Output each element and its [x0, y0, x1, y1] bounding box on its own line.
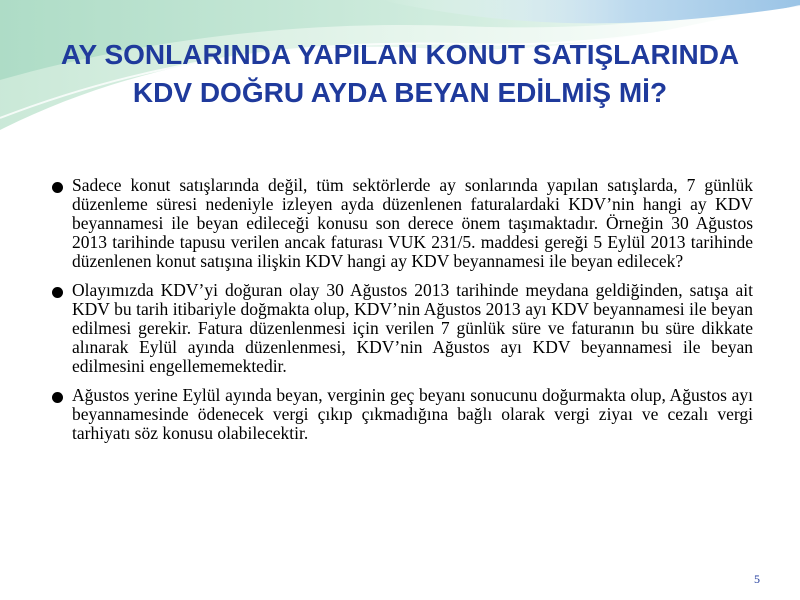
bullet-text: Olayımızda KDV’yi doğuran olay 30 Ağustos 2013 tarihinde meydana geldiğinden, satışa ait KDV bu tarih itibariyle doğmakta olup, KDV’nin Ağustos 2013 ayı KDV beyannamesi ile beyan edilmesi gerekir. Fatura düzenlenmesi için verilen 7 günlük süre ve faturanın bu süre dikkate alınarak Eylül ayında düzenlenmesi, KDV’nin Ağustos ayı KDV beyannamesi ile beyan edilmesini engellememektedir. — [72, 280, 753, 376]
bullet-item — [50, 176, 753, 271]
page-number: 5 — [754, 572, 760, 586]
slide-title: AY SONLARINDA YAPILAN KONUT SATIŞLARINDA KDV DOĞRU AYDA BEYAN EDİLMİŞ Mİ? — [60, 39, 740, 108]
bullet-dot-icon — [52, 287, 63, 298]
bullet-item — [50, 386, 753, 443]
bullet-text: Sadece konut satışlarında değil, tüm sektörlerde ay sonlarında yapılan satışlarda, 7 günlük düzenleme süresi nedeniyle izleyen ayda düzenlenen faturalardaki KDV’nin hangi ay KDV beyannamesi ile beyan edileceği konusu son derece önem taşımaktadır. Örneğin 30 Ağustos 2013 tarihinde tapusu verilen ancak faturası VUK 231/5. maddesi gereği 5 Eylül 2013 tarihinde düzenlenen konut satışına ilişkin KDV hangi ay KDV beyannamesi ile beyan edilecek? — [72, 175, 753, 271]
bullet-list — [50, 176, 753, 453]
bullet-text: Ağustos yerine Eylül ayında beyan, verginin geç beyanı sonucunu doğurmakta olup, Ağustos ayı beyannamesinde ödenecek vergi çıkıp çıkmadığına bağlı olarak vergi ziyaı ve cezalı vergi tarhiyatı söz konusu olabilecektir. — [72, 385, 753, 443]
bullet-dot-icon — [52, 182, 63, 193]
bullet-dot-icon — [52, 392, 63, 403]
bullet-item — [50, 281, 753, 376]
